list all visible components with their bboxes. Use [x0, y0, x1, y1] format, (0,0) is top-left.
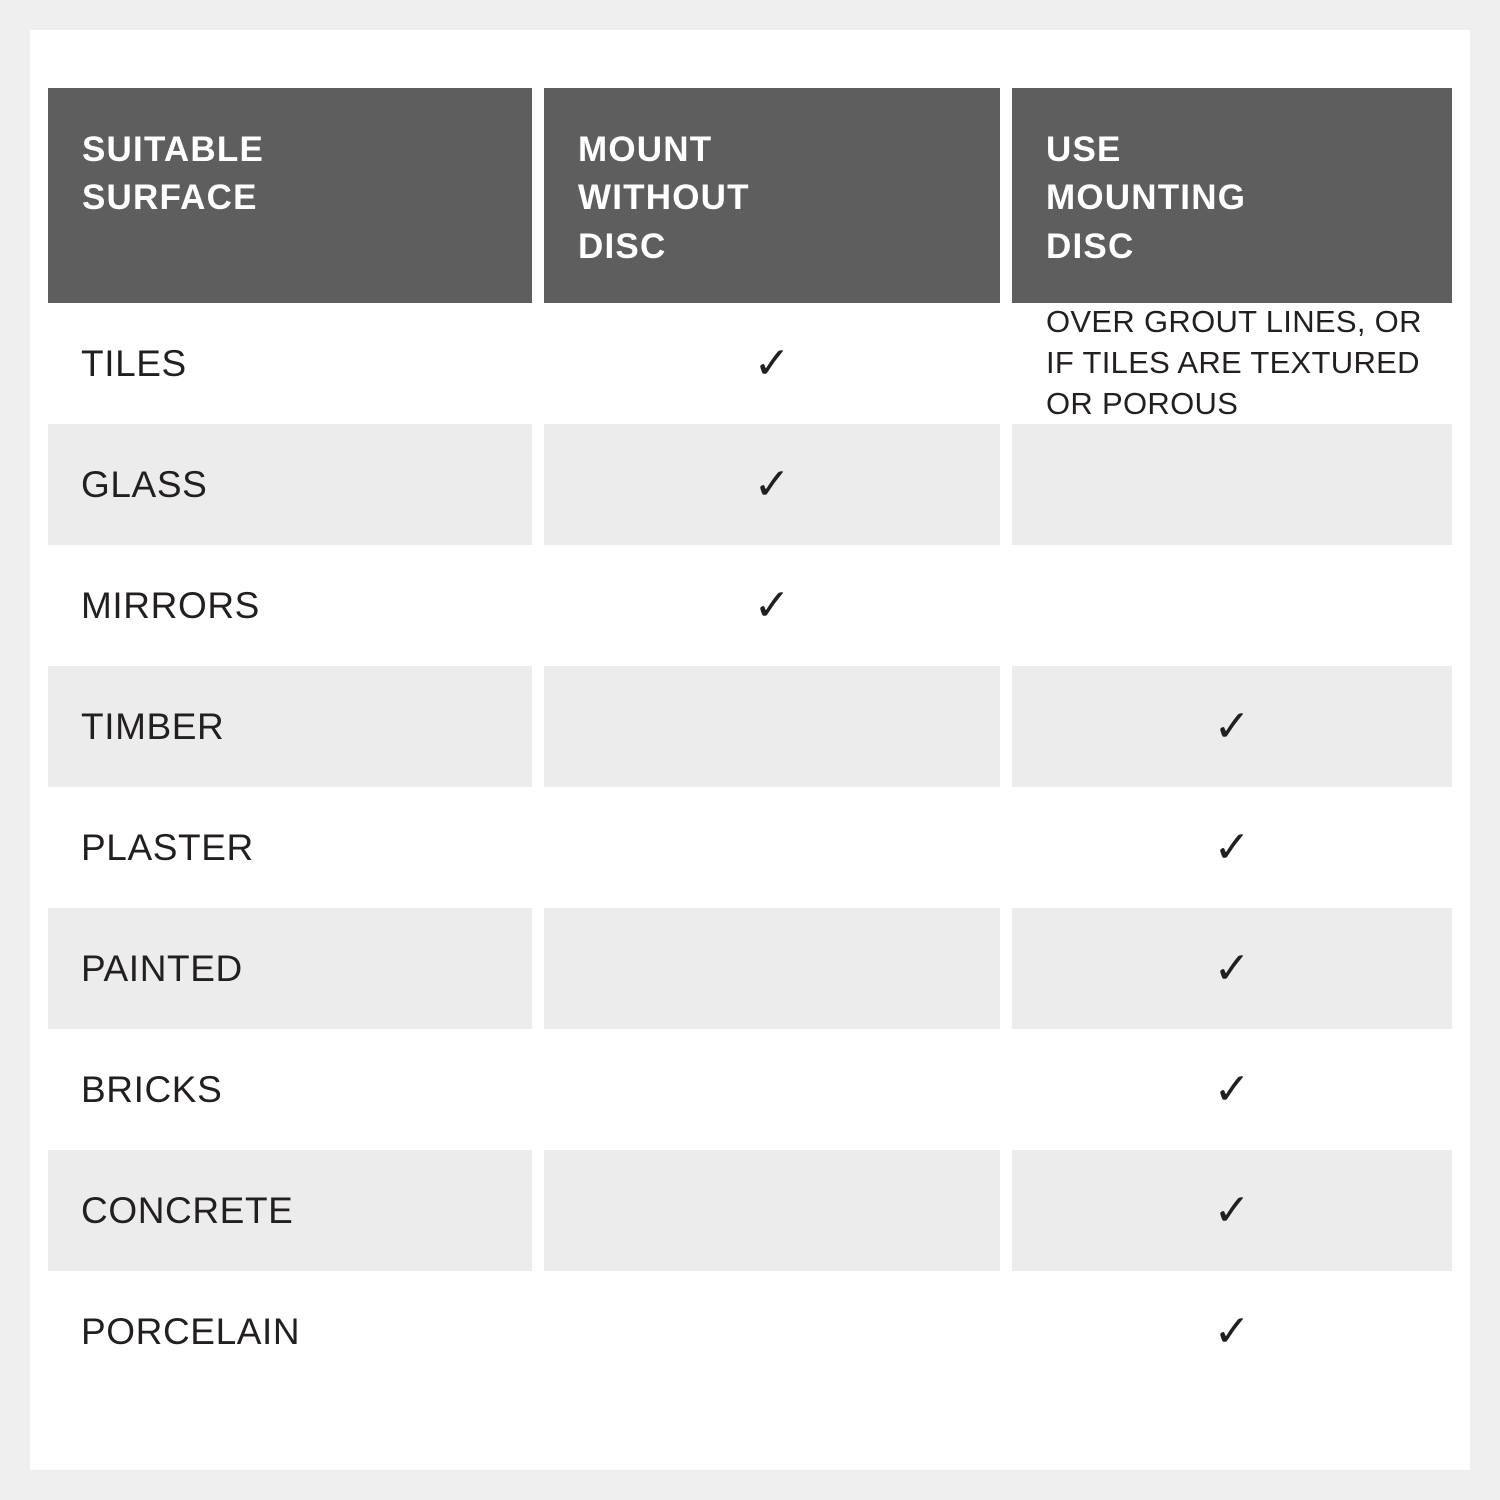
- without-disc-cell: [544, 908, 1000, 1029]
- mounting-disc-cell: [1012, 666, 1452, 787]
- mounting-disc-cell: [1012, 303, 1452, 424]
- surface-label: TIMBER: [81, 705, 225, 747]
- without-disc-cell: [544, 666, 1000, 787]
- table-row: [48, 1029, 1452, 1150]
- surface-label: PORCELAIN: [81, 1310, 301, 1352]
- surface-label: PAINTED: [81, 947, 243, 989]
- header-cell-mount-without-disc: [544, 88, 1000, 303]
- without-disc-cell: [544, 1271, 1000, 1392]
- table-row: [48, 1150, 1452, 1271]
- surface-cell: [48, 908, 532, 1029]
- check-icon: ✓: [1213, 1064, 1251, 1114]
- surface-cell: [48, 1150, 532, 1271]
- header-line: USE: [1046, 130, 1122, 169]
- table-row: [48, 908, 1452, 1029]
- header-line: DISC: [1046, 226, 1135, 266]
- header-line: MOUNT: [578, 130, 713, 169]
- surface-cell: [48, 303, 532, 424]
- surface-label: MIRRORS: [81, 584, 260, 626]
- header-cell-suitable-surface: [48, 88, 532, 303]
- table-row: [48, 666, 1452, 787]
- table-row: [48, 303, 1452, 424]
- surface-cell: [48, 545, 532, 666]
- header-line: MOUNTING: [1046, 178, 1247, 218]
- without-disc-cell: [544, 303, 1000, 424]
- without-disc-cell: [544, 1150, 1000, 1271]
- check-icon: ✓: [1213, 943, 1251, 993]
- mounting-disc-cell: [1012, 424, 1452, 545]
- mounting-disc-cell: [1012, 545, 1452, 666]
- check-icon: ✓: [753, 580, 791, 630]
- table-header-row: [48, 88, 1452, 303]
- surface-cell: [48, 666, 532, 787]
- without-disc-cell: [544, 424, 1000, 545]
- table-row: [48, 545, 1452, 666]
- header-line: WITHOUT: [578, 178, 750, 218]
- mounting-disc-cell: [1012, 908, 1452, 1029]
- header-line: SURFACE: [82, 178, 258, 218]
- document-page: [30, 30, 1470, 1470]
- without-disc-cell: [544, 787, 1000, 908]
- table-row: [48, 424, 1452, 545]
- surface-cell: [48, 1271, 532, 1392]
- table-row: [48, 1271, 1452, 1392]
- check-icon: ✓: [1213, 701, 1251, 751]
- surface-label: BRICKS: [81, 1068, 223, 1110]
- surface-label: CONCRETE: [81, 1189, 294, 1231]
- check-icon: ✓: [1213, 822, 1251, 872]
- surface-label: TILES: [81, 342, 187, 384]
- mounting-disc-cell: [1012, 1271, 1452, 1392]
- check-icon: ✓: [753, 338, 791, 388]
- without-disc-cell: [544, 545, 1000, 666]
- check-icon: ✓: [1213, 1306, 1251, 1356]
- surface-cell: [48, 787, 532, 908]
- table-row: [48, 787, 1452, 908]
- surface-cell: [48, 1029, 532, 1150]
- mounting-disc-cell: [1012, 1150, 1452, 1271]
- surface-cell: [48, 424, 532, 545]
- header-cell-use-mounting-disc: [1012, 88, 1452, 303]
- surface-compatibility-table: [48, 88, 1452, 1392]
- header-line: DISC: [578, 226, 667, 266]
- check-icon: ✓: [1213, 1185, 1251, 1235]
- mounting-disc-note: OVER GROUT LINES, OR IF TILES ARE TEXTURED OR POROUS: [1046, 304, 1422, 421]
- check-icon: ✓: [753, 459, 791, 509]
- header-line: SUITABLE: [82, 130, 265, 169]
- mounting-disc-cell: [1012, 787, 1452, 908]
- surface-label: GLASS: [81, 463, 208, 505]
- mounting-disc-cell: [1012, 1029, 1452, 1150]
- without-disc-cell: [544, 1029, 1000, 1150]
- surface-label: PLASTER: [81, 826, 254, 868]
